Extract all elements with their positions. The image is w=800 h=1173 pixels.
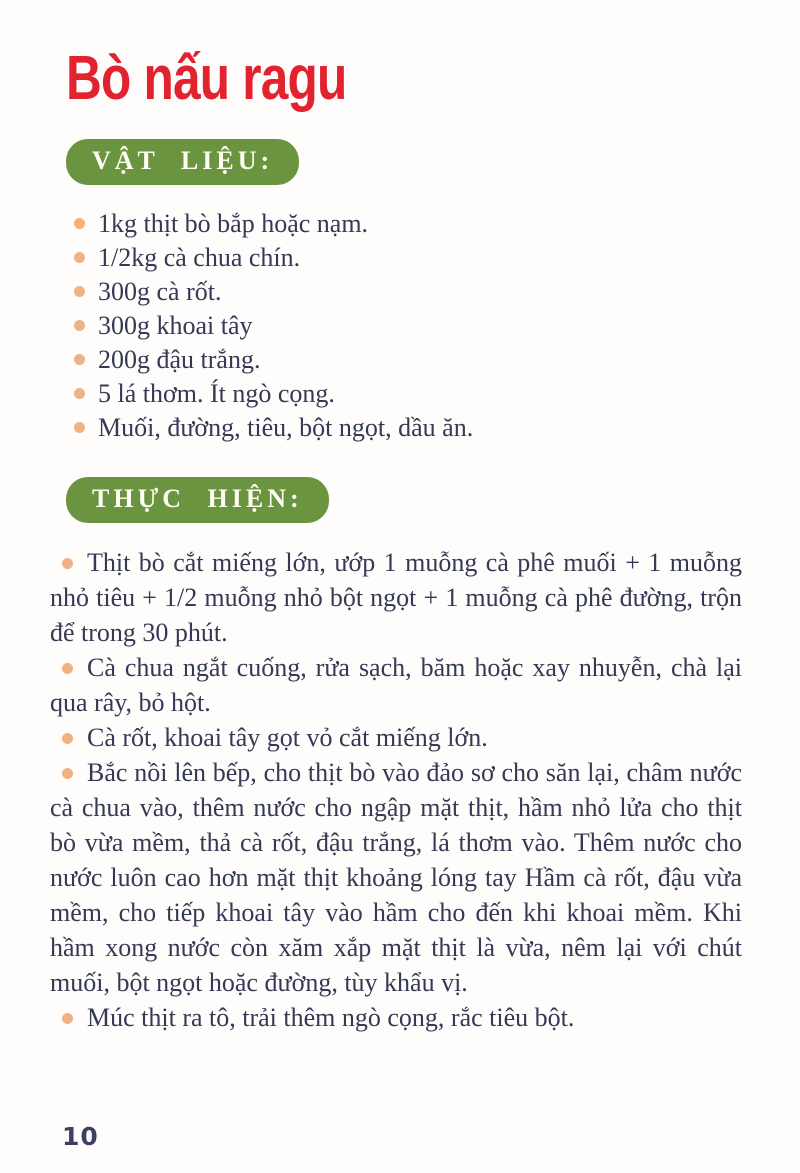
ingredient-text: 200g đậu trắng. <box>98 344 261 374</box>
bullet-icon <box>74 218 85 229</box>
list-item <box>64 207 742 241</box>
list-item <box>50 650 742 720</box>
bullet-icon <box>62 1013 73 1024</box>
bullet-icon <box>74 388 85 399</box>
step-text: Bắc nồi lên bếp, cho thịt bò vào đảo sơ cho săn lại, châm nước cà chua vào, thêm nước cho ngập mặt thịt, hầm nhỏ lửa cho thịt bò vừa mềm, thả cà rốt, đậu trắng, lá thơm vào. Thêm nước cho nước luôn cao hơn mặt thịt khoảng lóng tay Hầm cà rốt, đậu vừa mềm, cho tiếp khoai tây vào hầm cho đến khi khoai mềm. Khi hầm xong nước còn xăm xắp mặt thịt là vừa, nêm lại với chút muối, bột ngọt hoặc đường, tùy khẩu vị. <box>50 757 742 997</box>
bullet-icon <box>74 286 85 297</box>
ingredient-text: 300g cà rốt. <box>98 276 222 306</box>
step-text: Múc thịt ra tô, trải thêm ngò cọng, rắc tiêu bột. <box>87 1002 575 1032</box>
list-item <box>50 1000 742 1035</box>
directions-heading-badge: THỰC HIỆN: <box>66 477 329 523</box>
bullet-icon <box>62 663 73 674</box>
bullet-icon <box>62 733 73 744</box>
directions-list <box>50 545 742 1035</box>
bullet-icon <box>74 422 85 433</box>
bullet-icon <box>62 558 73 569</box>
list-item <box>64 275 742 309</box>
step-text: Thịt bò cắt miếng lớn, ướp 1 muỗng cà phê muối + 1 muỗng nhỏ tiêu + 1/2 muỗng nhỏ bột ngọt + 1 muỗng cà phê đường, trộn để trong 30 phút. <box>50 547 742 647</box>
list-item <box>50 755 742 1000</box>
ingredient-text: 5 lá thơm. Ít ngò cọng. <box>98 378 335 408</box>
bullet-icon <box>74 252 85 263</box>
ingredient-text: 300g khoai tây <box>98 310 253 340</box>
ingredient-text: 1/2kg cà chua chín. <box>98 242 301 272</box>
list-item <box>64 377 742 411</box>
bullet-icon <box>74 320 85 331</box>
step-text: Cà chua ngắt cuống, rửa sạch, băm hoặc xay nhuyễn, chà lại qua rây, bỏ hột. <box>50 652 742 717</box>
ingredient-text: 1kg thịt bò bắp hoặc nạm. <box>98 208 369 238</box>
list-item <box>50 545 742 650</box>
list-item <box>64 309 742 343</box>
bullet-icon <box>62 768 73 779</box>
page-number: 10 <box>62 1122 99 1151</box>
list-item <box>64 411 742 445</box>
ingredients-list <box>64 207 742 445</box>
list-item <box>50 720 742 755</box>
ingredients-heading-badge: VẬT LIỆU: <box>66 139 299 185</box>
bullet-icon <box>74 354 85 365</box>
ingredient-text: Muối, đường, tiêu, bột ngọt, dầu ăn. <box>98 412 474 442</box>
page-title: Bò nấu ragu <box>66 44 347 113</box>
list-item <box>64 241 742 275</box>
list-item <box>64 343 742 377</box>
step-text: Cà rốt, khoai tây gọt vỏ cắt miếng lớn. <box>87 722 488 752</box>
